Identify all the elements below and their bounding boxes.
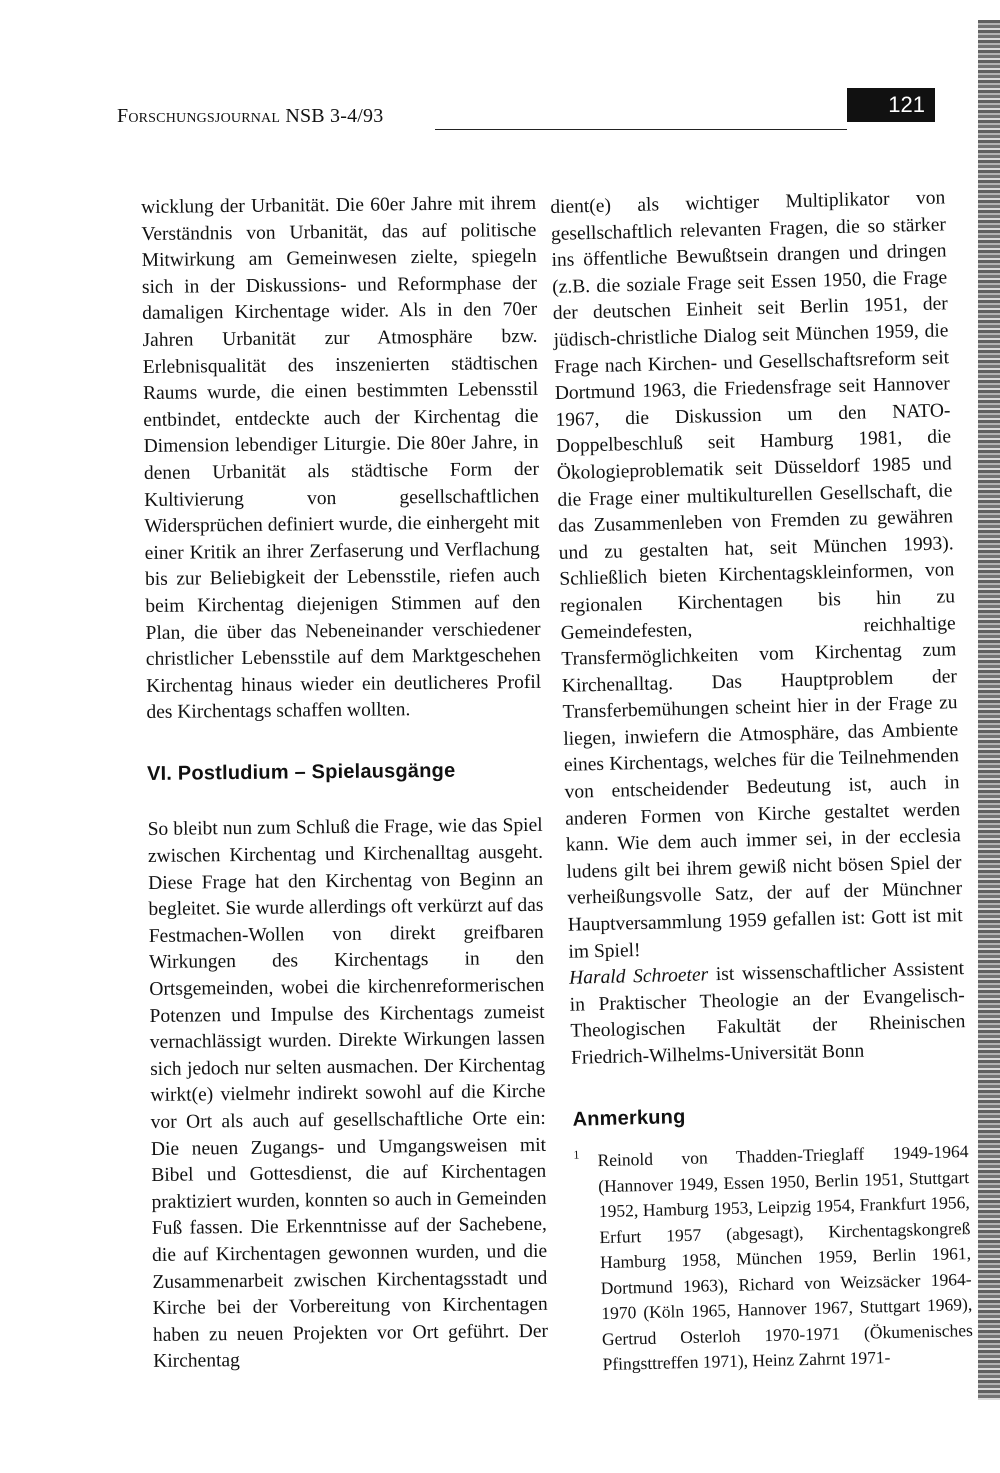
- left-paragraph-1: wicklung der Urbanität. Die 60er Jahre mit ihrem Verständnis von Urbanität, das auf politische Mitwirkung am Gemeinwesen zielte, spiegeln sich in der Diskussions- und Reformphase der damaligen Kirchentage wider. Als in den 70er Jahren Urbanität zur Atmosphäre bzw. Erlebnisqualität des inszenierten städtischen Raums wurde, die einen bestimmten Lebensstil entbindet, entdeckte auch der Kirchentag die Dimension lebendiger Liturgie. Die 80er Jahre, in denen Urbanität als städtische Form der Kultivierung von gesellschaftlichen Widersprüchen definiert wurde, die einhergeht mit einer Kritik an ihrer Zerfaserung und Verflachung bis zur Beliebigkeit der Lebensstile, riefen auch beim Kirchentag diejenigen Stimmen auf den Plan, die über das Nebeneinander verschiedener christlicher Lebensstile auf dem Marktgeschehen Kirchentag hinaus wieder ein deutlicheres Profil des Kirchentags schaffen wollten.: [141, 192, 542, 724]
- footnote-mark: 1: [573, 1147, 580, 1162]
- page-number: 121: [847, 88, 935, 122]
- running-header: [117, 92, 935, 136]
- author-description: ist wissenschaftlicher Assistent in Praktischer Theologie an der Evangelisch-Theologischen Fakultät der Rheinischen Friedrich-Wilhelms-Universität Bonn: [569, 958, 966, 1069]
- section-heading: VI. Postludium – Spielausgänge: [146, 759, 456, 785]
- footnote-1: [573, 1139, 973, 1378]
- journal-prefix: Forschungsjournal: [117, 105, 281, 127]
- author-note: [569, 956, 966, 1072]
- notes-heading: Anmerkung: [572, 1105, 686, 1131]
- right-paragraph-1: dient(e) als wichtiger Multiplikator von gesellschaftlich relevanten Fragen, die so stärker ins öffentliche Bewußtsein drangen und dringen (z.B. die soziale Frage seit Essen 1950, die Frage der deutschen Einheit seit Berlin 1951, der jüdisch-christliche Dialog seit München 1959, die Frage nach Kirchen- und Gesellschaftsreform seit Dortmund 1963, die Friedensfrage seit Hannover 1967, die Diskussion um den NATO-Doppelbeschluß seit Hamburg 1981, die Ökologieproblematik seit Düsseldorf 1985 und die Frage einer multikulturellen Gesellschaft, die das Zusammenleben von Fremden zu gewähren und zu gestalten hat, seit München 1993). Schließlich bieten Kirchentagskleinformen, von regionalen Kirchentagen bis hin zu Gemeindefesten, reichhaltige Transfermöglichkeiten vom Kirchentag zum Kirchenalltag. Das Hauptproblem der Transferbemühungen scheint hier in der Frage zu liegen, inwiefern die Atmosphäre, das Ambiente eines Kirchentags, welches für die Teilnehmenden von entscheidender Bedeutung ist, auch in anderen Formen von Kirche gestaltet werden kann. Wie dem auch immer sei, in der ecclesia ludens gilt bei ihrem gewiß nicht bösen Spiel der verheißungsvolle Satz, der auf der Münchner Hauptversammlung 1959 gefallen ist: Gott ist mit im Spiel!: [550, 187, 963, 963]
- footnote-text: Reinold von Thadden-Trieglaff 1949-1964 (Hannover 1949, Essen 1950, Berlin 1951, Stuttgart 1952, Hamburg 1953, Leipzig 1954, Frankfurt 1956, Erfurt 1957 (abgesagt), Kirchentagskongreß Hamburg 1958, München 1959, Berlin 1961, Dortmund 1963), Richard von Weizsäcker 1964-1970 (Köln 1965, Hannover 1967, Stuttgart 1969), Gertrud Osterloh 1970-1971 (Ökumenisches Pfingsttreffen 1971), Heinz Zahrnt 1971-: [597, 1141, 974, 1375]
- left-column: [141, 191, 548, 1376]
- scan-edge-artifact: [978, 20, 1000, 1400]
- left-paragraph-2: So bleibt nun zum Schluß die Frage, wie das Spiel zwischen Kirchentag und Kirchenalltag ausgeht. Diese Frage hat den Kirchentag von Beginn an begleitet. Sie wurde allerdings oft verkürzt auf das Festmachen-Wollen von direkt greifbaren Wirkungen des Kirchentags in den Ortsgemeinden, wobei die kirchenreformerischen Potenzen und Impulse des Kirchentags zumeist vernachlässigt wurden. Direkte Wirkungen lassen sich jedoch nur selten ausmachen. Der Kirchentag wirkt(e) vielmehr indirekt sowohl auf die Kirche vor Ort als auch auf gesellschaftliche Orte ein: Die neuen Zugangs- und Umgangsweisen mit Bibel und Gottesdienst, die auf Kirchentagen praktiziert wurden, konnten so auch in Gemeinden Fuß fassen. Die Erkenntnisse auf der Sachebene, die auf Kirchentagen gewonnen wurden, und die Zusammenarbeit zwischen Kirchentagsstadt und Kirche bei der Vorbereitung von Kirchentagen haben zu neuen Projekten vor Ort geführt. Der Kirchentag: [147, 815, 549, 1373]
- journal-issue: NSB 3-4/93: [285, 105, 384, 127]
- journal-title: [117, 105, 383, 128]
- author-name: Harald Schroeter: [568, 964, 709, 989]
- right-column: [550, 185, 974, 1378]
- header-rule: [435, 129, 847, 130]
